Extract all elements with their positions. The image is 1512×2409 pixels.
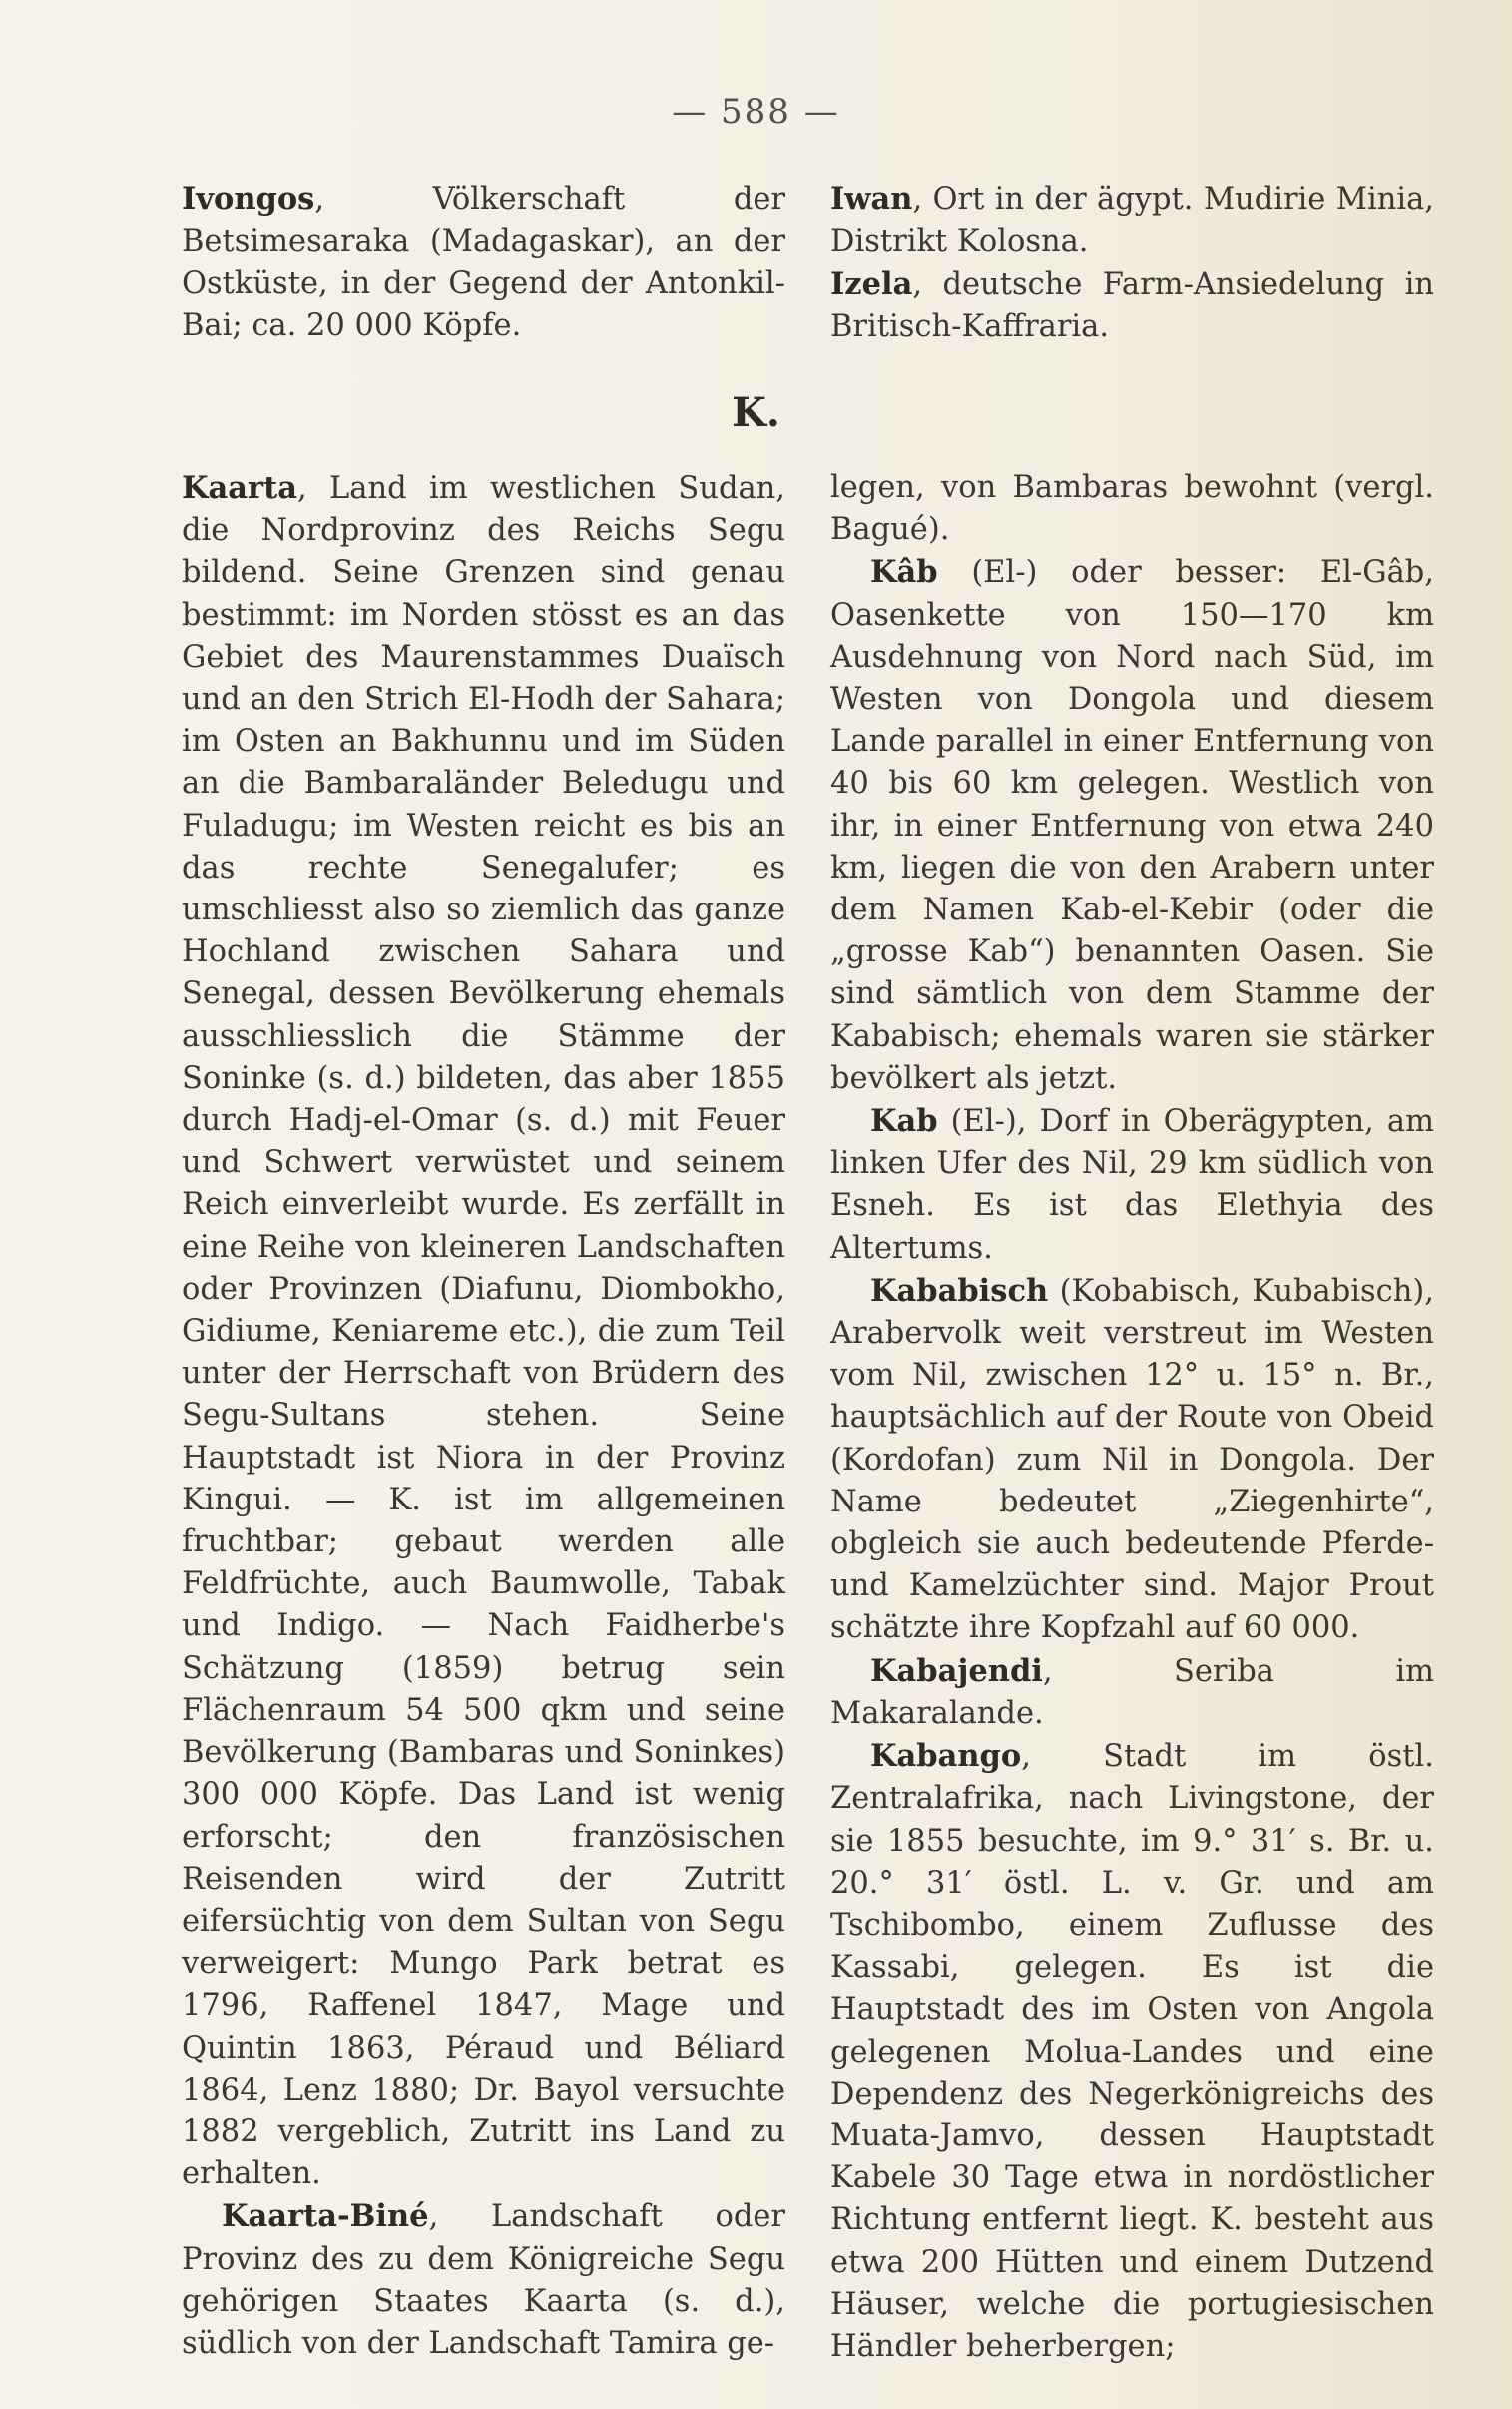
entry-continuation: [830, 467, 1434, 551]
headword: Kababisch: [870, 1272, 1049, 1309]
entry-text: , Stadt im östl. Zentralafrika, nach Livingstone, der sie 1855 besuchte, im 9.° 31′ s. Br. u. 20.° 31′ östl. L. v. Gr. und am Tschibombo, einem Zuflusse des Kassabi, gelegen. Es ist die Hauptstadt des im Osten von Angola gelegenen Molua-Landes und eine Dependenz des Negerkönigreichs des Muata-Jamvo, dessen Hauptstadt Kabele 30 Tage etwa in nordöstlicher Richtung entfernt liegt. K. besteht aus etwa 200 Hütten und einem Dutzend Häuser, welche die portugiesischen Händler beherbergen;: [830, 1739, 1434, 2364]
entry-kababisch: [830, 1270, 1434, 1650]
headword: Kabajendi: [870, 1652, 1043, 1689]
entry-text: , Landschaft oder Provinz des zu dem Königreiche Segu gehörigen Staates Kaarta (s. d.), südlich von der Landschaft Tamira ge-: [182, 2199, 785, 2361]
entry-kab-village: [830, 1100, 1434, 1270]
entry-text: , Ort in der ägypt. Mudirie Minia, Distrikt Kolosna.: [830, 182, 1434, 260]
entry-text: legen, von Bambaras bewohnt (vergl. Bagué).: [830, 470, 1434, 548]
entry-text: (El-) oder besser: El-Gâb, Oasenkette von 150—170 km Ausdehnung von Nord nach Süd, im Westen von Dongola und diesem Lande parallel in einer Entfernung von 40 bis 60 km gelegen. Westlich von ihr, in einer Entfernung von etwa 240 km, liegen die von den Arabern unter dem Namen Kab-el-Kebir (oder die „grosse Kab“) benannten Oasen. Sie sind sämtlich von dem Stamme der Kababisch; ehemals waren sie stärker bevölkert als jetzt.: [830, 555, 1434, 1096]
entry-kaarta-bine: [182, 2195, 785, 2365]
page-number: — 588 —: [672, 92, 840, 132]
headword: Kaarta: [182, 470, 297, 506]
entry-text: (Kobabisch, Kubabisch), Arabervolk weit verstreut im Westen vom Nil, zwischen 12° u. 15° n. Br., hauptsächlich auf der Route von Obeid (Kordofan) zum Nil in Dongola. Der Name bedeutet „Ziegenhirte“, obgleich sie auch bedeutende Pferde- und Kamelzüchter sind. Major Prout schätzte ihre Kopfzahl auf 60 000.: [830, 1273, 1434, 1646]
left-column: [182, 467, 785, 2365]
headword: Iwan: [830, 181, 913, 217]
entry-kaarta: [182, 467, 785, 2195]
entry-ivongos: [182, 178, 785, 347]
entry-text: , Land im westlichen Sudan, die Nordprovinz des Reichs Segu bildend. Seine Grenzen sind genau bestimmt: im Norden stösst es an das Gebiet des Maurenstammes Duaïsch und an den Strich El-Hodh der Sahara; im Osten an Bakhunnu und im Süden an die Bambaraländer Beledugu und Fuladugu; im Westen reicht es bis an das rechte Senegalufer; es umschliesst also so ziemlich das ganze Hochland zwischen Sahara und Senegal, dessen Bevölkerung ehemals ausschliesslich die Stämme der Soninke (s. d.) bildeten, das aber 1855 durch Hadj-el-Omar (s. d.) mit Feuer und Schwert verwüstet und seinem Reich einverleibt wurde. Es zerfällt in eine Reihe von kleineren Landschaften oder Provinzen (Diafunu, Diombokho, Gidiume, Keniareme etc.), die zum Teil unter der Herrschaft von Brüdern des Segu-Sultans stehen. Seine Hauptstadt ist Niora in der Provinz Kingui. — K. ist im allgemeinen fruchtbar; gebaut werden alle Feldfrüchte, auch Baumwolle, Tabak und Indigo. — Nach Faidherbe's Schätzung (1859) betrug sein Flächenraum 54 500 qkm und seine Bevölkerung (Bambaras und Soninkes) 300 000 Köpfe. Das Land ist wenig erforscht; den französischen Reisenden wird der Zutritt eifersüchtig von dem Sultan von Segu verweigert: Mungo Park betrat es 1796, Raffenel 1847, Mage und Quintin 1863, Péraud und Béliard 1864, Lenz 1880; Dr. Bayol versuchte 1882 vergeblich, Zutritt ins Land zu erhalten.: [182, 471, 785, 2192]
entry-kab-oasis: [830, 551, 1434, 1100]
top-left-column: [182, 178, 785, 347]
entry-text: (El-), Dorf in Oberägypten, am linken Ufer des Nil, 29 km südlich von Esneh. Es ist das Elethyia des Altertums.: [830, 1104, 1434, 1266]
entry-iwan: [830, 178, 1434, 263]
entry-izela: [830, 263, 1434, 347]
entry-text: , deutsche Farm-Ansiedelung in Britisch-Kaffraria.: [830, 267, 1434, 344]
entry-text: , Seriba im Makaralande.: [830, 1653, 1434, 1731]
headword: Kab: [870, 1103, 938, 1140]
entry-text: , Völkerschaft der Betsimesaraka (Madagaskar), an der Ostküste, in der Gegend der Antonkil-Bai; ca. 20 000 Köpfe.: [182, 182, 785, 343]
entry-kabajendi: [830, 1650, 1434, 1735]
top-right-column: [830, 178, 1434, 348]
headword: Ivongos: [182, 181, 315, 217]
right-column: [830, 467, 1434, 2368]
headword: Izela: [830, 266, 913, 302]
headword: Kabango: [870, 1738, 1022, 1775]
headword: Kâb: [870, 554, 938, 591]
headword: Kaarta-Biné: [222, 2198, 429, 2235]
section-letter: K.: [732, 389, 780, 436]
entry-kabango: [830, 1735, 1434, 2368]
